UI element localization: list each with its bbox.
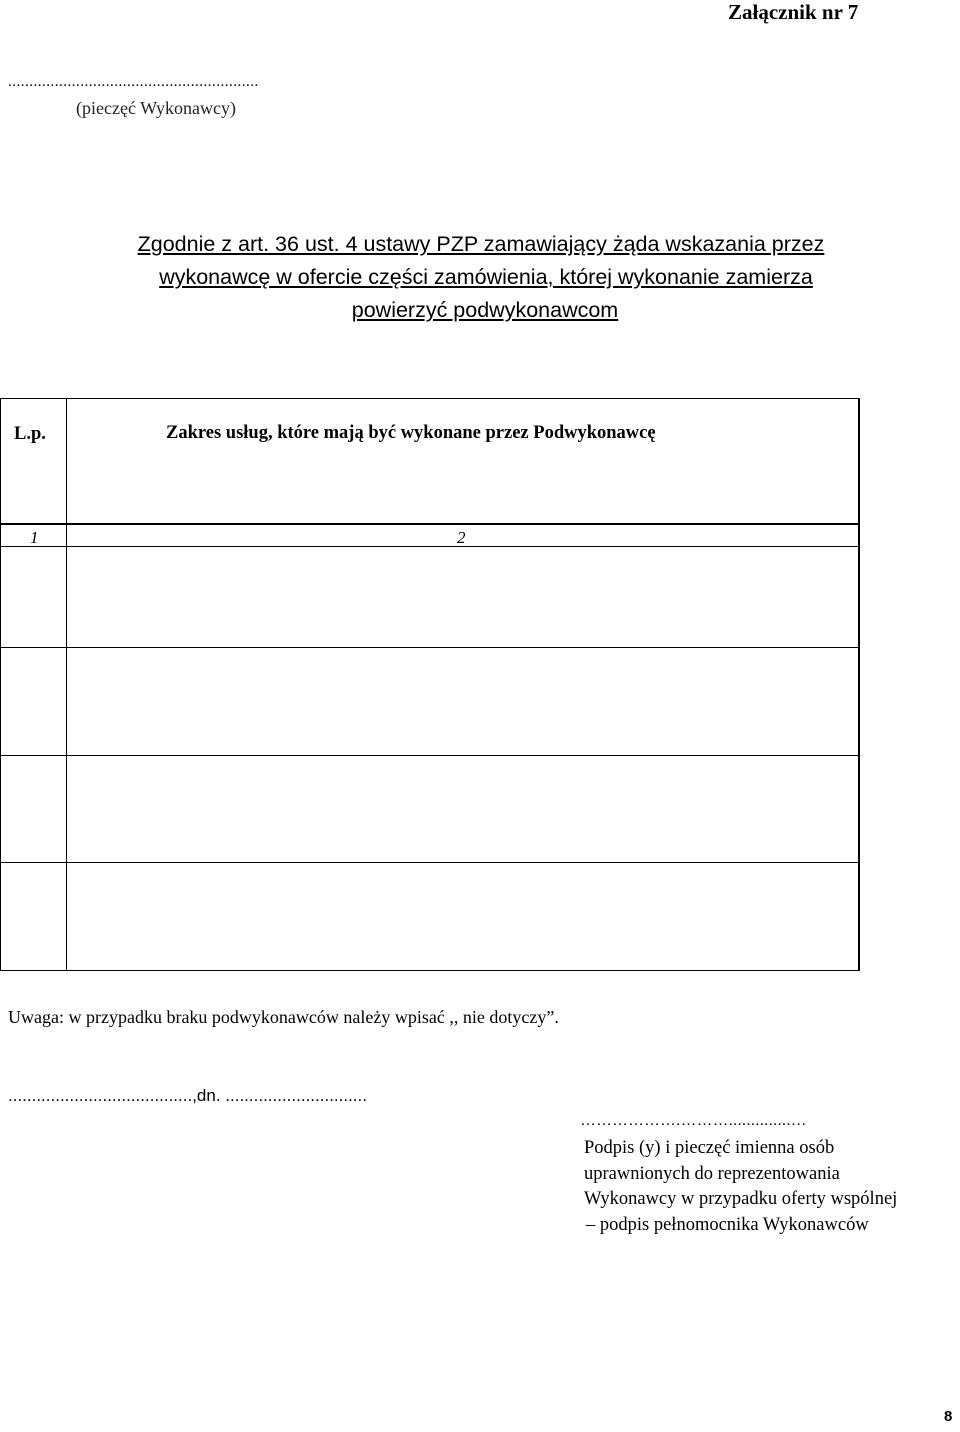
table-row-2-lp-cell[interactable] [2, 649, 65, 754]
table-row-divider [0, 755, 860, 756]
column-number-1: 1 [30, 528, 39, 547]
place-date-line[interactable]: .......................................,dn. .............................. [8, 1086, 367, 1105]
column-header-scope: Zakres usług, które mają być wykonane przez Podwykonawcę [166, 423, 656, 443]
heading-line-3: powierzyć podwykonawcom [351, 298, 619, 322]
table-row-1-lp-cell[interactable] [2, 548, 65, 646]
table-row-3-lp-cell[interactable] [2, 757, 65, 861]
signature-label [584, 1136, 897, 1238]
table-row-divider [0, 862, 860, 863]
table-right-border [858, 398, 860, 971]
page-number: 8 [944, 1408, 953, 1425]
signature-label-line-4: – podpis pełnomocnika Wykonawców [586, 1214, 869, 1235]
table-left-border [0, 398, 1, 971]
stamp-label: (pieczęć Wykonawcy) [76, 98, 236, 118]
column-number-2: 2 [457, 528, 466, 547]
table-column-divider [66, 398, 67, 971]
table-row-3-scope-cell[interactable] [68, 757, 857, 861]
signature-label-line-2: uprawnionych do reprezentowania [584, 1163, 840, 1184]
table-header-divider [0, 523, 860, 525]
signature-label-line-3: Wykonawcy w przypadku oferty wspólnej [584, 1189, 898, 1209]
heading-line-2: wykonawcę w ofercie części zamówienia, której wykonanie zamierza [159, 265, 813, 289]
signature-label-line-1: Podpis (y) i pieczęć imienna osób [584, 1138, 835, 1158]
table-top-border [0, 398, 860, 399]
annex-label: Załącznik nr 7 [728, 0, 859, 24]
table-bottom-border [0, 970, 860, 971]
stamp-dots-line: ........................................................... [8, 74, 259, 90]
table-row-divider [0, 647, 860, 648]
signature-dots-line[interactable]: ……………….………..............… [580, 1112, 807, 1129]
table-row-2-scope-cell[interactable] [68, 649, 857, 754]
table-number-row-divider [0, 546, 860, 547]
table-row-4-lp-cell[interactable] [2, 864, 65, 969]
table-row-1-scope-cell[interactable] [68, 548, 857, 646]
column-header-lp: L.p. [14, 424, 46, 444]
note-text: Uwaga: w przypadku braku podwykonawców należy wpisać ,, nie dotyczy”. [8, 1007, 559, 1027]
heading-line-1: Zgodnie z art. 36 ust. 4 ustawy PZP zamawiający żąda wskazania przez [137, 232, 825, 256]
table-row-4-scope-cell[interactable] [68, 864, 857, 969]
document-heading [0, 228, 960, 327]
